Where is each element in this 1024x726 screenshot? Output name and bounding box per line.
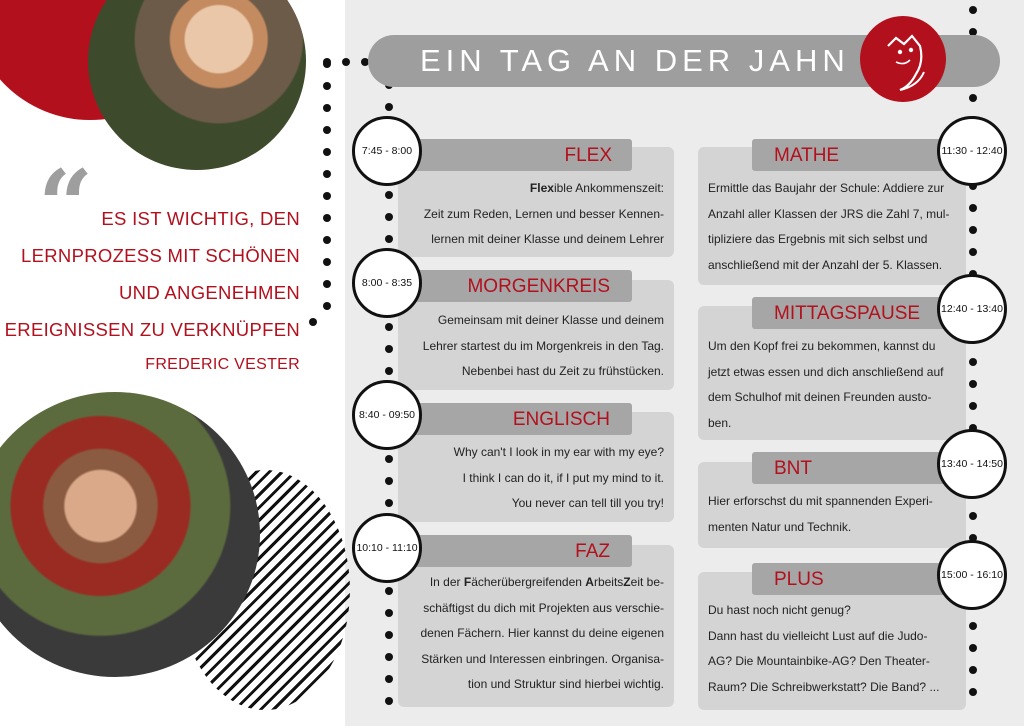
quote-mark-icon: “ [38,149,94,262]
timeline-dot [385,103,393,111]
timeline-dot [323,148,331,156]
card-title-plus: PLUS [752,563,962,595]
timeline-dot [323,104,331,112]
page-title: EIN TAG AN DER JAHN [420,43,850,78]
timeline-dot [969,512,977,520]
text-part: In der [429,575,464,589]
timeline-dot [309,318,317,326]
timeline-dot [323,58,331,66]
photo-girl-laughing [88,0,306,170]
timeline-dot [969,402,977,410]
quote-line: LERNPROZESS MIT SCHÖNEN [21,245,300,266]
quote-line: EREIGNISSEN ZU VERKNÜPFEN [4,319,300,340]
text-line: Du hast noch nicht genug? [708,603,851,617]
text-part: ächerübergreifenden [471,575,586,589]
text-line: Hier erforschst du mit spannenden Experi- [708,494,933,508]
time-badge-mathe: 11:30 - 12:40 [937,116,1007,186]
card-title-faz: FAZ [398,535,632,567]
timeline-dot [323,258,331,266]
timeline-dot [969,248,977,256]
timeline-dot [969,358,977,366]
card-text-englisch [400,440,664,517]
text-bold: F [463,575,472,589]
timeline-dot [385,675,393,683]
timeline-dot [342,58,350,66]
quote-text [0,200,300,348]
timeline-dot [323,214,331,222]
card-title-mathe: MATHE [752,139,962,171]
timeline-dot [385,697,393,705]
text-line: Lehrer startest du im Morgenkreis in den Tag. [422,338,664,353]
timeline-dot [323,280,331,288]
timeline-dot [385,455,393,463]
text-line: Why can't I look in my ear with my eye? [453,445,664,459]
text-line: dem Schulhof mit deinen Freunden austo- [708,390,932,404]
time-badge-mittagspause: 12:40 - 13:40 [937,274,1007,344]
timeline-dot [323,302,331,310]
text-bold: A [585,575,594,589]
text-line [400,176,664,202]
card-text-bnt [708,489,968,540]
time-badge-faz: 10:10 - 11:10 [352,513,422,583]
timeline-dot [323,170,331,178]
owl-logo-icon [860,16,946,102]
timeline-dot [323,126,331,134]
text-line: AG? Die Mountainbike-AG? Den Theater- [708,654,930,668]
quote-line: UND ANGENEHMEN [119,282,300,303]
card-title-morgenkreis: MORGENKREIS [398,270,632,302]
timeline-dot [969,688,977,696]
timeline-dot [385,367,393,375]
text-line: Nebenbei hast du Zeit zu frühstücken. [461,364,664,378]
text-line: menten Natur und Technik. [708,519,852,534]
time-badge-plus: 15:00 - 16:10 [937,540,1007,610]
owl-icon [860,16,946,102]
timeline-dot [969,380,977,388]
timeline-dot [969,226,977,234]
timeline-dot [385,213,393,221]
text-line: jetzt etwas essen und dich anschließend auf [708,364,944,379]
timeline-dot [385,631,393,639]
timeline-dot [969,622,977,630]
text-part: rbeits [593,575,624,589]
timeline-dot [323,82,331,90]
card-text-morgenkreis [400,308,664,385]
timeline-dot [385,191,393,199]
timeline-dot [385,323,393,331]
text-line: Stärken und Interessen einbringen. Organisa- [421,651,664,666]
timeline-dot [385,499,393,507]
text-line: Ermittle das Baujahr der Schule: Addiere zur [708,181,945,195]
timeline-dot [385,235,393,243]
text-line [400,570,664,596]
timeline-dot [969,6,977,14]
text-line: lernen mit deiner Klasse und deinem Lehrer [431,232,664,246]
text-rest: ible Ankommenszeit: [553,181,664,195]
text-line: tipliziere das Ergebnis mit sich selbst und [708,232,928,246]
card-text-mittagspause [708,334,968,436]
text-bold: Z [623,575,631,589]
timeline-dot [385,653,393,661]
timeline-dot [969,644,977,652]
time-badge-flex: 7:45 - 8:00 [352,116,422,186]
text-line: Dann hast du vielleicht Lust auf die Judo- [708,628,928,643]
time-badge-morgenkreis: 8:00 - 8:35 [352,248,422,318]
timeline-dot [385,477,393,485]
quote-line: ES IST WICHTIG, DEN [101,208,300,229]
timeline-dot [969,666,977,674]
text-line: Raum? Die Schreibwerkstatt? Die Band? ... [708,679,940,694]
card-title-bnt: BNT [752,452,962,484]
timeline-dot [385,609,393,617]
card-title-flex: FLEX [398,139,632,171]
text-line: Gemeinsam mit deiner Klasse und deinem [437,313,664,327]
timeline-dot [323,192,331,200]
text-line: anschließend mit der Anzahl der 5. Klassen. [708,257,943,272]
text-line: Zeit zum Reden, Lernen und besser Kennen- [423,206,664,221]
timeline-dot [969,204,977,212]
text-line: I think I can do it, if I put my mind to it. [462,470,664,485]
text-line: Anzahl aller Klassen der JRS die Zahl 7, mul- [708,206,950,221]
card-text-mathe [708,176,968,278]
timeline-dot [385,587,393,595]
time-badge-bnt: 13:40 - 14:50 [937,429,1007,499]
card-title-englisch: ENGLISCH [398,403,632,435]
timeline-dot [969,94,977,102]
text-line: schäftigst du dich mit Projekten aus verschie- [423,600,664,615]
timeline-dot [385,345,393,353]
card-text-faz [400,570,664,698]
text-line: Um den Kopf frei zu bekommen, kannst du [708,339,936,353]
card-text-plus [708,598,968,700]
card-text-flex [400,176,664,253]
text-line: You never can tell till you try! [511,496,664,510]
text-bold: Flex [529,181,554,195]
text-part: eit be- [630,575,664,589]
quote-author: FREDERIC VESTER [145,356,300,373]
time-badge-englisch: 8:40 - 09:50 [352,380,422,450]
card-title-mittagspause: MITTAGSPAUSE [752,297,962,329]
text-line: ben. [708,415,732,430]
text-line: tion und Struktur sind hierbei wichtig. [467,677,664,691]
timeline-dot [323,236,331,244]
text-line: denen Fächern. Hier kannst du deine eigenen [420,626,664,640]
